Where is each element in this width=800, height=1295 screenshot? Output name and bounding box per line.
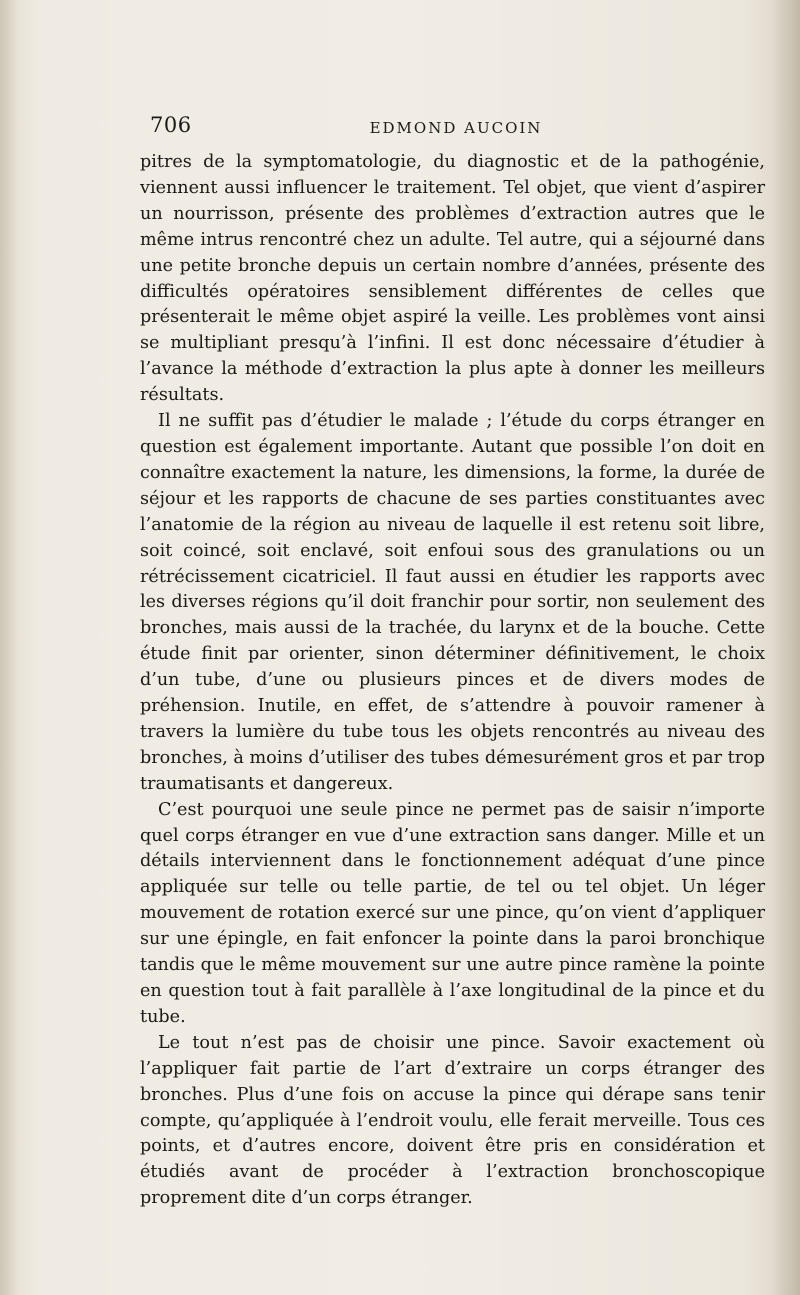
page-left-edge: [0, 0, 18, 1295]
paragraph-2: Il ne suffit pas d’étudier le malade ; l’étude du corps étranger en question est également importante. Autant que possible l’on doit en connaître exactement la nature, les dimensions, la forme, la durée de séjour et les rapports de chacune de ses parties constituantes avec l’anatomie de la région au niveau de laquelle il est retenu soit libre, soit coincé, soit enclavé, soit enfoui sous des granulations ou un rétrécissement cicatriciel. Il faut aussi en étudier les rapports avec les diverses régions qu’il doit franchir pour sortir, non seulement des bronches, mais aussi de la trachée, du larynx et de la bouche. Cette étude finit par orienter, sinon déterminer définitivement, le choix d’un tube, d’une ou plusieurs pinces et de divers modes de préhension. Inutile, en effet, de s’attendre à pouvoir ramener à travers la lumière du tube tous les objets rencontrés au niveau des bronches, à moins d’utiliser des tubes démesurément gros et par trop traumatisants et dangereux.: [140, 411, 766, 794]
page-number: 706: [150, 113, 192, 137]
running-head: EDMOND AUCOIN: [369, 119, 543, 137]
body-text: [140, 150, 765, 1212]
paragraph-4: Le tout n’est pas de choisir une pince. Savoir exactement où l’appliquer fait partie de l’art d’extraire un corps étranger des bronches. Plus d’une fois on accuse la pince qui dérape sans tenir compte, qu’appliquée à l’endroit voulu, elle ferait merveille. Tous ces points, et d’autres encore, doivent être pris en considération et étudiés avant de procéder à l’extraction bronchoscopique proprement dite d’un corps étranger.: [140, 1032, 765, 1209]
page-header: [150, 113, 762, 143]
page-right-shadow: [772, 0, 800, 1295]
paragraph-1: pitres de la symptomatologie, du diagnostic et de la pathogénie, viennent aussi influencer le traitement. Tel objet, que vient d’aspirer un nourrisson, présente des problèmes d’extraction autres que le même intrus rencontré chez un adulte. Tel autre, qui a séjourné dans une petite bronche depuis un certain nombre d’années, présente des difficultés opératoires sensiblement différentes de celles que présenterait le même objet aspiré la veille. Les problèmes vont ainsi se multipliant presqu’à l’infini. Il est donc nécessaire d’étudier à l’avance la méthode d’extraction la plus apte à donner les meilleurs résultats.: [140, 152, 765, 406]
paragraph-3: C’est pourquoi une seule pince ne permet pas de saisir n’importe quel corps étranger en vue d’une extraction sans danger. Mille et un détails interviennent dans le fonctionnement adéquat d’une pince appliquée sur telle ou telle partie, de tel ou tel objet. Un léger mouvement de rotation exercé sur une pince, qu’on vient d’appliquer sur une épingle, en fait enfoncer la pointe dans la paroi bronchique tandis que le même mouvement sur une autre pince ramène la pointe en question tout à fait parallèle à l’axe longitudinal de la pince et du tube.: [140, 799, 765, 1027]
